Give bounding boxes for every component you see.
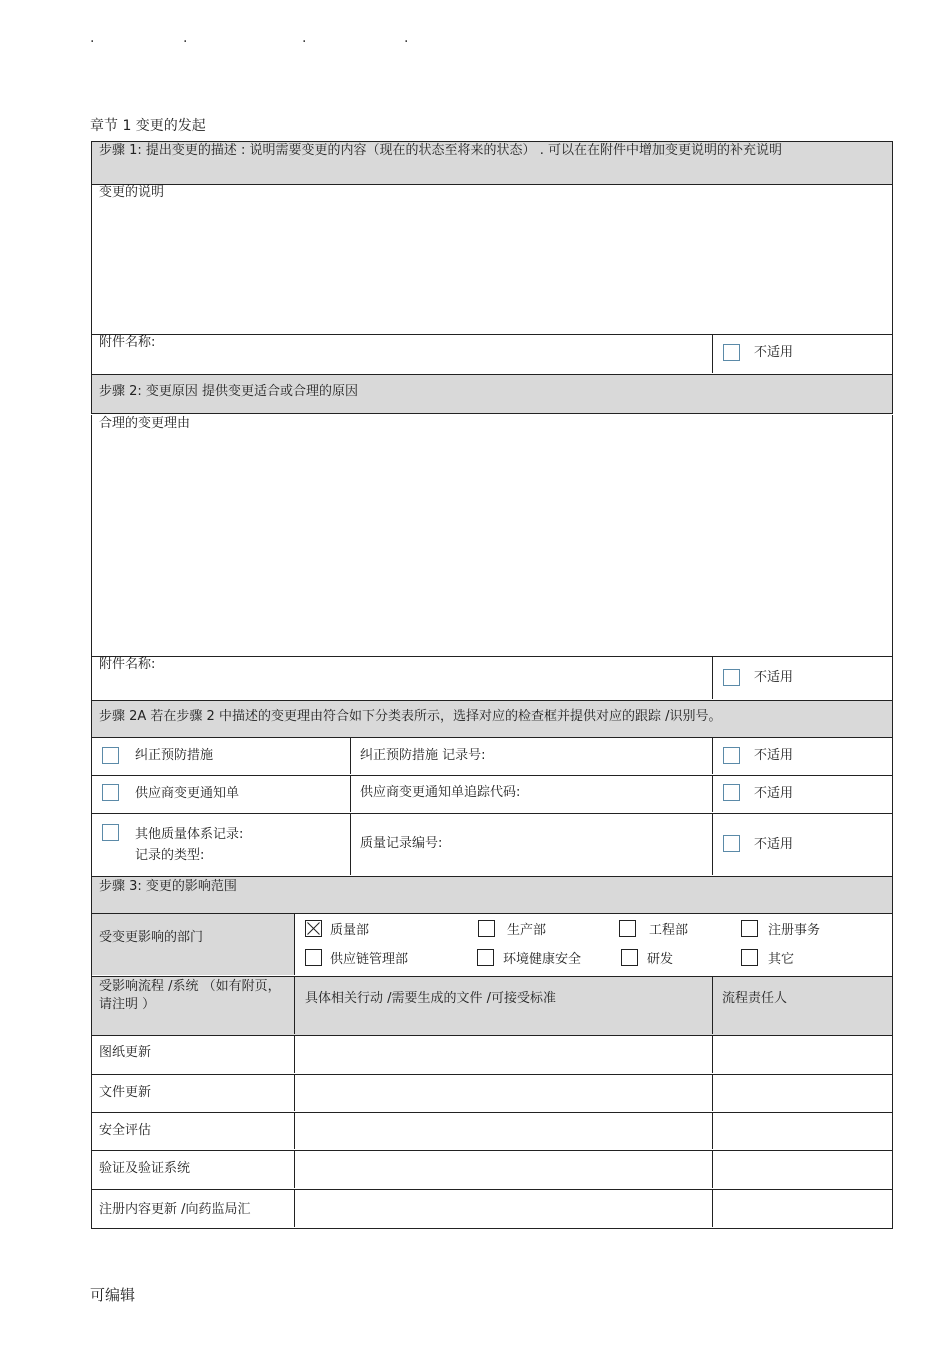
step2a-row — [91, 776, 893, 814]
dept-rnd-label: 研发 — [647, 952, 674, 967]
step2-reason-area[interactable] — [91, 415, 893, 657]
dept-ehs-checkbox[interactable] — [477, 949, 494, 966]
dept-quality-checkbox[interactable] — [305, 920, 322, 937]
department-row — [91, 914, 893, 977]
capa-na-checkbox[interactable] — [723, 747, 740, 764]
table-row — [91, 1113, 893, 1151]
step1-na-checkbox[interactable] — [723, 344, 740, 361]
top-dot-4: . — [404, 30, 409, 46]
divider — [712, 1113, 713, 1149]
step2-header — [91, 375, 893, 414]
divider — [294, 977, 295, 1034]
other-quality-label: 其他质量体系记录: — [135, 827, 244, 842]
step1-header — [91, 141, 893, 185]
row-label-validation: 验证及验证系统 — [99, 1161, 191, 1176]
supplier-na-checkbox[interactable] — [723, 784, 740, 801]
row-label-drawing-update: 图纸更新 — [99, 1045, 152, 1060]
top-dot-1: . — [90, 30, 95, 46]
dept-quality-label: 质量部 — [330, 923, 370, 938]
divider — [712, 657, 713, 699]
dept-regulatory-label: 注册事务 — [768, 923, 821, 938]
quality-na-checkbox[interactable] — [723, 835, 740, 852]
step1-attachment-row — [91, 335, 893, 375]
dept-production-checkbox[interactable] — [478, 920, 495, 937]
step2-na-label: 不适用 — [754, 670, 794, 685]
step1-attachment-label: 附件名称: — [99, 335, 156, 350]
step3-header-text: 步骤 3: 变更的影响范围 — [99, 879, 237, 894]
action-column-header: 具体相关行动 /需要生成的文件 /可接受标准 — [305, 991, 557, 1006]
capa-record-field[interactable]: 纠正预防措施 记录号: — [360, 748, 486, 763]
step2a-header-text: 步骤 2A 若在步骤 2 中描述的变更理由符合如下分类表所示，选择对应的检查框并提供对应的跟踪 /识别号。 — [99, 709, 722, 724]
dept-other-checkbox[interactable] — [741, 949, 758, 966]
dept-rnd-checkbox[interactable] — [621, 949, 638, 966]
divider — [712, 335, 713, 373]
table-row — [91, 1036, 893, 1075]
dept-production-label: 生产部 — [507, 923, 547, 938]
divider — [712, 776, 713, 812]
divider — [712, 1036, 713, 1073]
divider — [294, 1113, 295, 1149]
other-quality-checkbox[interactable] — [102, 824, 119, 841]
top-dot-2: . — [183, 30, 188, 46]
divider — [294, 1075, 295, 1111]
step2a-row — [91, 738, 893, 776]
step2-na-checkbox[interactable] — [723, 669, 740, 686]
divider — [294, 1190, 295, 1227]
divider — [294, 1151, 295, 1188]
step2-attachment-label: 附件名称: — [99, 657, 156, 672]
step3-header — [91, 877, 893, 914]
capa-checkbox[interactable] — [102, 747, 119, 764]
row-label-safety-assessment: 安全评估 — [99, 1123, 152, 1138]
owner-column-header: 流程责任人 — [722, 991, 788, 1006]
supplier-na-label: 不适用 — [754, 786, 794, 801]
table-row — [91, 1151, 893, 1190]
quality-record-field[interactable]: 质量记录编号: — [360, 836, 443, 851]
dept-regulatory-checkbox[interactable] — [741, 920, 758, 937]
divider — [350, 738, 351, 774]
row-label-registration-update: 注册内容更新 /向药监局汇 — [99, 1202, 251, 1217]
dept-engineering-label: 工程部 — [649, 923, 689, 938]
step2-reason-label: 合理的变更理由 — [99, 416, 191, 431]
record-type-label: 记录的类型: — [135, 848, 205, 863]
footer-editable: 可编辑 — [90, 1286, 136, 1304]
top-dot-3: . — [302, 30, 307, 46]
dept-engineering-checkbox[interactable] — [619, 920, 636, 937]
step1-description-label: 变更的说明 — [99, 185, 165, 200]
step2-header-text: 步骤 2: 变更原因 提供变更适合或合理的原因 — [99, 384, 359, 399]
dept-supply-chain-checkbox[interactable] — [305, 949, 322, 966]
divider — [712, 814, 713, 875]
department-label: 受变更影响的部门 — [99, 930, 204, 945]
step2a-header — [91, 701, 893, 738]
section-title: 章节 1 变更的发起 — [90, 118, 206, 134]
divider — [712, 1190, 713, 1227]
capa-label: 纠正预防措施 — [135, 748, 214, 763]
step1-header-text: 步骤 1: 提出变更的描述 : 说明需要变更的内容（现在的状态至将来的状态） . 可以在在附件中增加变更说明的补充说明 — [99, 143, 782, 158]
step1-description-area[interactable] — [91, 185, 893, 335]
divider — [712, 1151, 713, 1188]
capa-na-label: 不适用 — [754, 748, 794, 763]
dept-other-label: 其它 — [768, 952, 795, 967]
divider — [294, 1036, 295, 1073]
dept-ehs-label: 环境健康安全 — [503, 952, 582, 967]
divider — [712, 738, 713, 774]
impact-table-header — [91, 977, 893, 1036]
quality-na-label: 不适用 — [754, 837, 794, 852]
divider — [294, 914, 295, 975]
step2-attachment-row — [91, 657, 893, 701]
divider — [712, 1075, 713, 1111]
dept-supply-chain-label: 供应链管理部 — [330, 952, 409, 967]
divider — [712, 977, 713, 1034]
supplier-change-checkbox[interactable] — [102, 784, 119, 801]
table-row — [91, 1075, 893, 1113]
step2a-row — [91, 814, 893, 877]
step1-na-label: 不适用 — [754, 345, 794, 360]
supplier-change-label: 供应商变更通知单 — [135, 786, 240, 801]
divider — [350, 776, 351, 812]
table-row — [91, 1190, 893, 1229]
divider — [350, 814, 351, 875]
row-label-document-update: 文件更新 — [99, 1085, 152, 1100]
supplier-tracking-field[interactable]: 供应商变更通知单追踪代码: — [360, 785, 521, 800]
process-column-header: 受影响流程 /系统 （如有附页，请注明 ） — [99, 979, 281, 1012]
